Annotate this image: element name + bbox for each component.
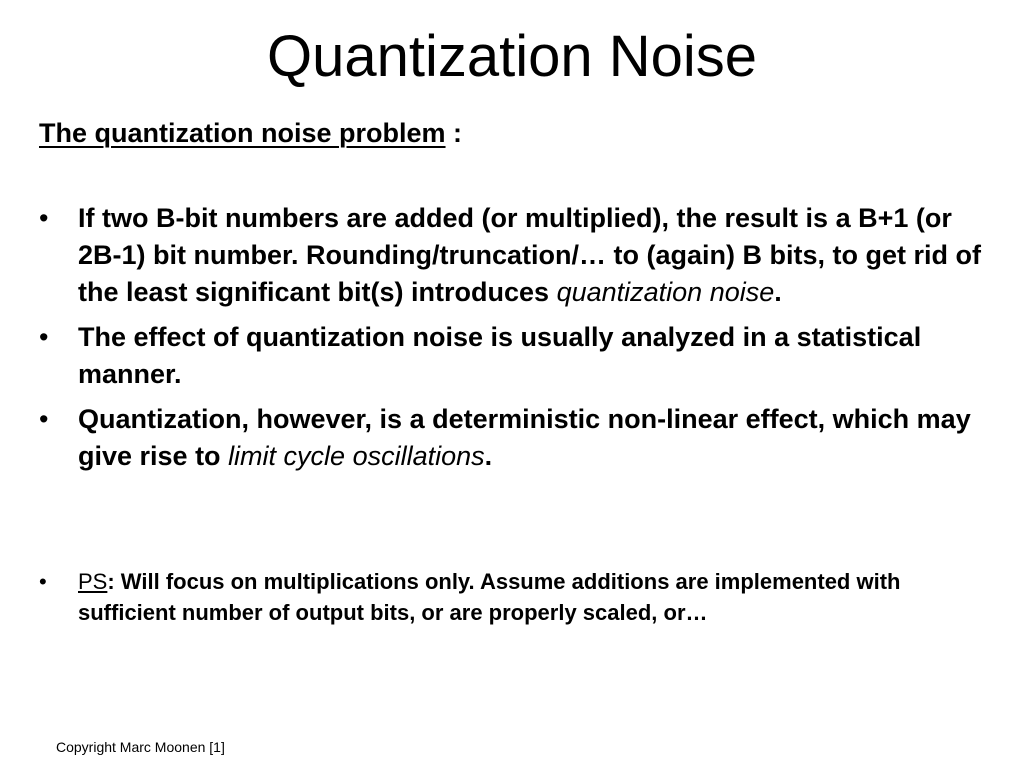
bullet-item xyxy=(39,401,999,475)
bullet-italic-text: quantization noise xyxy=(556,277,775,307)
bullet-marker: • xyxy=(39,203,49,233)
section-heading xyxy=(39,114,462,152)
ps-note xyxy=(39,566,999,628)
section-heading-suffix: : xyxy=(445,118,463,148)
slide-title: Quantization Noise xyxy=(266,24,758,89)
bullet-marker: • xyxy=(39,404,49,434)
bullet-italic-text: limit cycle oscillations xyxy=(228,441,485,471)
bullet-tail: . xyxy=(774,277,782,307)
ps-text: : Will focus on multiplications only. Assume additions are implemented with sufficient number of output bits, or are properly scaled, or… xyxy=(78,569,901,625)
bullet-marker: • xyxy=(39,322,49,352)
copyright-footer: Copyright Marc Moonen [1] xyxy=(56,739,225,755)
bullet-text: The effect of quantization noise is usually analyzed in a statistical manner. xyxy=(78,322,922,389)
bullet-text: If two B-bit numbers are added (or multiplied), the result is a B+1 (or 2B-1) bit number. Rounding/truncation/… to (again) B bits, to get rid of the least significant bit(s) introduces xyxy=(78,203,981,307)
bullet-text: Quantization, however, is a deterministic non-linear effect, which may give rise to xyxy=(78,404,971,471)
bullet-list xyxy=(39,200,999,483)
section-heading-underlined: The quantization noise problem xyxy=(39,118,446,148)
bullet-item xyxy=(39,319,999,393)
bullet-marker: • xyxy=(39,569,47,594)
bullet-tail: . xyxy=(484,441,493,471)
bullet-item xyxy=(39,200,999,311)
ps-label: PS xyxy=(78,569,108,594)
